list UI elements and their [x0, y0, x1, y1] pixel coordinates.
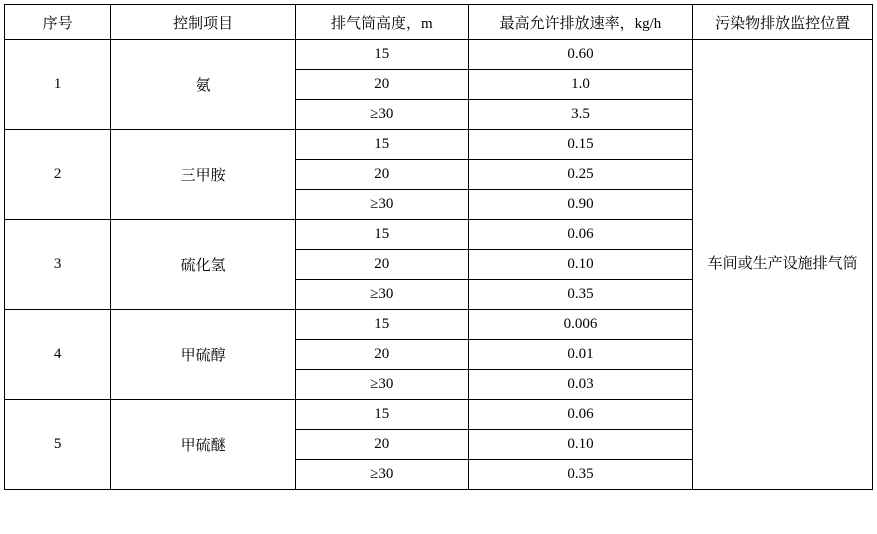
header-cell-rate: 最高允许排放速率，kg/h: [468, 5, 693, 40]
cell-item: 氨: [111, 40, 296, 130]
cell-monitor-position: 车间或生产设施排气筒: [693, 40, 873, 490]
table-row: [5, 40, 873, 70]
table-body: [5, 40, 873, 490]
cell-no: 4: [5, 310, 111, 400]
cell-rate: 0.03: [468, 370, 693, 400]
cell-height: ≥30: [295, 460, 468, 490]
cell-rate: 0.10: [468, 250, 693, 280]
cell-rate: 0.35: [468, 280, 693, 310]
cell-rate: 0.90: [468, 190, 693, 220]
cell-rate: 0.60: [468, 40, 693, 70]
cell-height: ≥30: [295, 100, 468, 130]
cell-height: ≥30: [295, 370, 468, 400]
cell-rate: 0.35: [468, 460, 693, 490]
cell-rate: 0.01: [468, 340, 693, 370]
cell-no: 3: [5, 220, 111, 310]
table-header: [5, 5, 873, 40]
header-cell-no: 序号: [5, 5, 111, 40]
cell-height: 20: [295, 430, 468, 460]
cell-no: 5: [5, 400, 111, 490]
cell-rate: 0.25: [468, 160, 693, 190]
emission-standard-table: [4, 4, 873, 490]
cell-rate: 1.0: [468, 70, 693, 100]
cell-height: 20: [295, 250, 468, 280]
document-page: [0, 4, 877, 534]
cell-height: 20: [295, 70, 468, 100]
cell-rate: 0.006: [468, 310, 693, 340]
cell-no: 2: [5, 130, 111, 220]
cell-height: ≥30: [295, 190, 468, 220]
cell-height: 15: [295, 400, 468, 430]
cell-rate: 3.5: [468, 100, 693, 130]
table-header-row: [5, 5, 873, 40]
cell-item: 三甲胺: [111, 130, 296, 220]
cell-rate: 0.06: [468, 400, 693, 430]
cell-rate: 0.06: [468, 220, 693, 250]
cell-no: 1: [5, 40, 111, 130]
cell-height: 15: [295, 310, 468, 340]
header-cell-height: 排气筒高度，m: [295, 5, 468, 40]
cell-height: ≥30: [295, 280, 468, 310]
header-cell-position: 污染物排放监控位置: [693, 5, 873, 40]
cell-height: 20: [295, 340, 468, 370]
cell-item: 甲硫醇: [111, 310, 296, 400]
cell-height: 20: [295, 160, 468, 190]
header-cell-item: 控制项目: [111, 5, 296, 40]
cell-rate: 0.15: [468, 130, 693, 160]
cell-height: 15: [295, 130, 468, 160]
cell-height: 15: [295, 40, 468, 70]
cell-item: 硫化氢: [111, 220, 296, 310]
cell-item: 甲硫醚: [111, 400, 296, 490]
cell-rate: 0.10: [468, 430, 693, 460]
cell-height: 15: [295, 220, 468, 250]
